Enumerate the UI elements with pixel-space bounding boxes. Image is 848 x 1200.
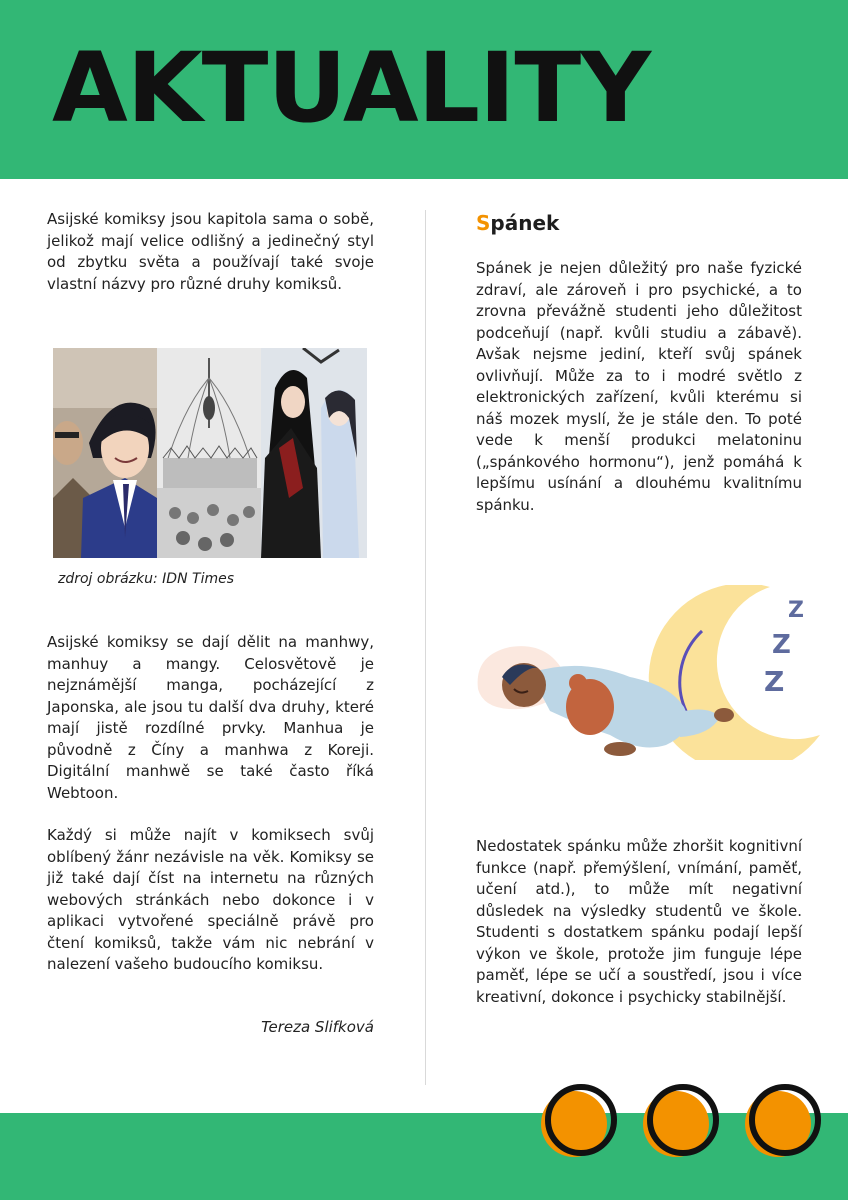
title-rest: pánek [490, 211, 560, 235]
footer-banner [0, 1113, 848, 1200]
zzz-letter-3: Z [764, 665, 785, 698]
zzz-letter-2: Z [772, 630, 791, 660]
page-title: AKTUALITY [52, 32, 651, 144]
section-title-sleep [476, 211, 559, 235]
comics-types-paragraph: Asijské komiksy se dají dělit na manhwy, manhuy a mangy. Celosvětově je nejznámější manga, pocházející z Japonska, ale jsou tu další dva druhy, které mají jistě rozdílné prvky. Manhua je původně z Číny a manhwa z Koreji. Digitální manhwě se také často říká Webtoon. [47, 633, 374, 802]
image-caption: zdroj obrázku: IDN Times [58, 571, 234, 587]
header-banner [0, 0, 848, 179]
intro-paragraph: Asijské komiksy jsou kapitola sama o sobě, jelikož mají velice odlišný a jedinečný styl od zbytku světa a používají také svoje vlastní názvy pro různé druhy komiksů. [47, 210, 374, 293]
title-first-letter: S [476, 211, 491, 235]
comic-collage-image [53, 348, 367, 558]
comics-online-paragraph: Každý si může najít v komiksech svůj oblíbený žánr nezávisle na věk. Komiksy se již také dají číst na internetu na různých webových stránkách nebo dokonce i v aplikaci vytvořené speciálně právě pro čtení komiksů, takže vám nic nebrání v nalezení vašeho budoucího komiksu. [47, 826, 374, 973]
sleeping-person-illustration [470, 585, 832, 760]
column-divider [425, 210, 426, 1085]
zzz-letter-1: Z [788, 598, 804, 623]
comic-collage-svg [53, 348, 367, 558]
author-name: Tereza Slifková [261, 1018, 374, 1036]
sleep-importance-paragraph: Spánek je nejen důležitý pro naše fyzické zdraví, ale zároveň i pro psychické, a to zrovna převážně studenti jeho důležitost podceňují (např. kvůli studiu a zábavě). Avšak nejsme jediní, kteří svůj spánek ovlivňují. Může za to i modré světlo z elektronických zařízení, kvůli kterému si náš mozek myslí, že je stále den. To poté vede k menší produkci melatoninu („spánkového hormonu“), jenž pomáhá k lepšímu usínání a dlouhému kvalitnímu spánku. [476, 259, 802, 514]
sleep-illustration-svg [470, 585, 832, 760]
sleep-deprivation-paragraph: Nedostatek spánku může zhoršit kognitivní funkce (např. přemýšlení, vnímání, paměť, učení atd.), to může mít negativní důsledek na výsledky studentů ve škole. Studenti s dostatkem spánku podají lepší výkon ve škole, protože jim funguje lépe paměť, lépe se učí a soustředí, jsou i více kreativní, dokonce i psychicky stabilnější. [476, 837, 802, 1006]
